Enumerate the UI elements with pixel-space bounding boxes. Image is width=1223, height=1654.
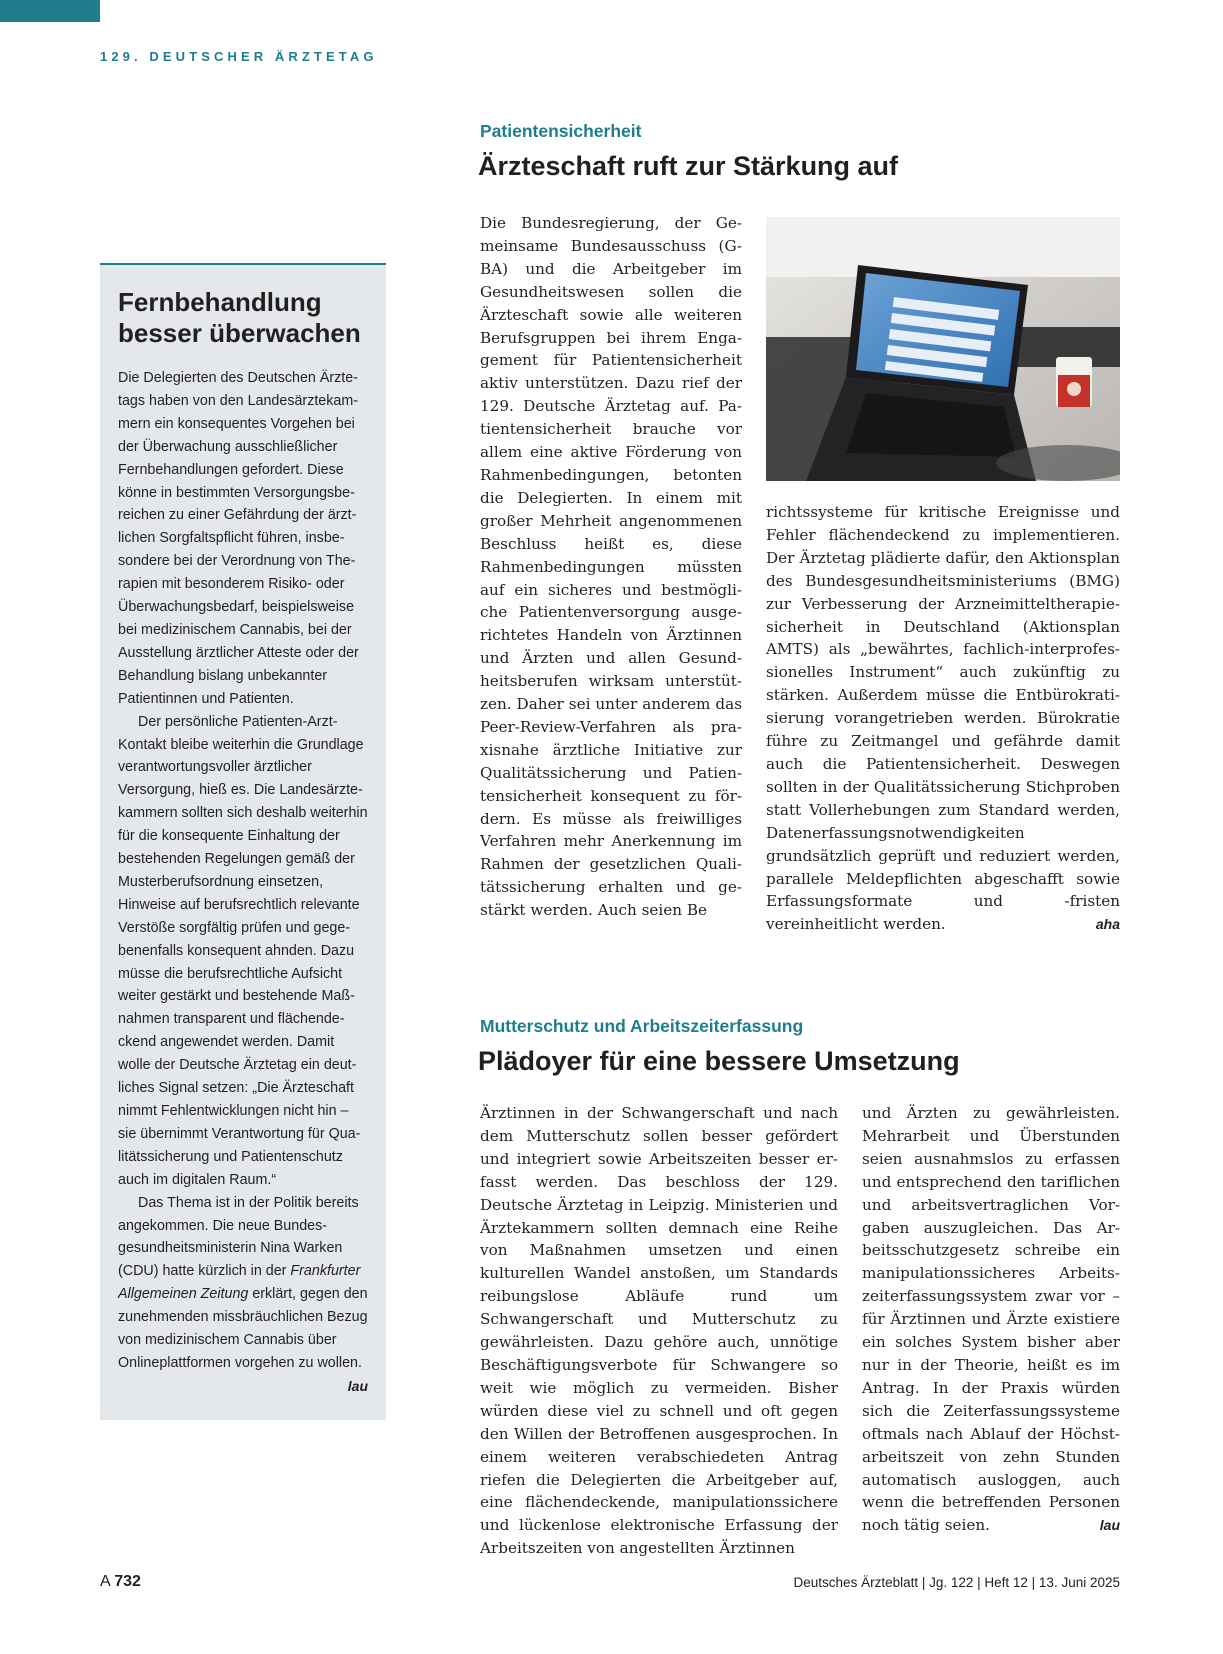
sidebar-title-line2: besser überwachen	[118, 318, 361, 348]
laptop-photo-illustration	[766, 217, 1120, 481]
sidebar-body	[118, 367, 368, 1394]
article1-text-2-body: richtssysteme für kritische Ereignisse und Fehler flächendeckend zu implementieren. Der Ärztetag plädierte dafür, den Aktionsplan des Bundesgesundheitsministeriums (BMG) zur Verbesserung der Arzneimitteltherapiesicherheit in Deutschland (Aktionsplan AMTS) als „bewährtes, fachlich-interprofessionelles Instrument“ auch zukünftig zu stärken. Außerdem müsse die Entbürokratisierung vorangetrieben werden. Bürokratie führe zu Zeitmangel und gefährde damit auch die Patientensicherheit. Deswegen sollten in der Qualitätssicherung Stichproben statt Vollerhebungen zum Standard werden, Datenerfassungsnotwendigkeiten grundsätzlich geprüft und reduziert werden, parallele Meldepflichten abgeschafft sowie Erfassungsformate und -fristen vereinheitlicht werden.	[766, 503, 1120, 934]
sidebar-p3-text-end: erklärt, gegen den zunehmenden missbräuchlichen Bezug von medizinischem Cannabis über Onlineplattformen vorgehen zu wollen.	[118, 1286, 368, 1371]
article2-text-2	[862, 1102, 1120, 1537]
article1-kicker: Patientensicherheit	[480, 121, 642, 141]
author-signoff: lau	[347, 1377, 368, 1394]
article2-headline: Plädoyer für eine bessere Umsetzung	[478, 1046, 960, 1076]
article2-text-2-body: und Ärzten zu gewährleisten. Mehrarbeit und Überstunden seien ausnahmslos zu erfassen und entsprechend den tariflichen und arbeitsvertraglichen Vorgaben auszugleichen. Das Arbeitsschutzgesetz schreibe ein manipulationssicheres Arbeitszeiterfassungssystem zwar vor – für Ärztinnen und Ärzte existiere ein solches System bisher aber nur in der Theorie, heißt es im Antrag. In der Praxis würden sich die Zeiterfassungssysteme oftmals nach Ablauf der Höchstarbeitszeit von zehn Stunden automatisch ausloggen, auch wenn die betreffenden Personen noch tätig seien.	[862, 1104, 1120, 1535]
running-head: 129. DEUTSCHER ÄRZTETAG	[100, 49, 378, 64]
article1-text-2	[766, 501, 1120, 936]
page-number-value: 732	[114, 1573, 141, 1590]
sidebar-paragraph-1: Die Delegierten des Deutschen Ärztetags haben von den Landesärztekammern ein konsequentes Vorgehen bei der Überwachung ausschließlicher Fernbehandlungen gefordert. Diese könne in bestimmten Versorgungsbereichen zu einer Gefährdung der ärztlichen Sorgfaltspflicht führen, insbesondere bei der Verordnung von Therapien mit besonderem Risiko- oder Überwachungsbedarf, beispielsweise bei medizinischem Cannabis, bei der Ausstellung ärztlicher Atteste oder der Behandlung bislang unbekannter Patientinnen und Patienten.	[118, 370, 359, 707]
article1-column-2	[766, 501, 1120, 936]
sidebar-title	[118, 287, 368, 349]
newspaper-name: Frankfurter Allgemeinen Zeitung	[118, 1263, 361, 1303]
article2-column-2	[862, 1102, 1120, 1537]
article2-column-1	[480, 1102, 838, 1560]
laptop-photo	[766, 217, 1120, 481]
article1-headline: Ärzteschaft ruft zur Stärkung auf	[478, 151, 899, 181]
author-signoff: aha	[1095, 916, 1120, 933]
article1-column-1	[480, 212, 742, 922]
article1-text-1: Die Bundesregierung, der Gemeinsame Bundesausschuss (G-BA) und die Arbeitgeber im Gesundheitswesen sollen die Ärzteschaft sowie alle weiteren Berufsgruppen bei ihrem Engagement für Patientensicherheit aktiv unterstützen. Dazu rief der 129. Deutsche Ärztetag auf. Patientensicherheit brauche vor allem eine aktive Förderung von Rahmenbedingungen, betonten die Delegierten. In einem mit großer Mehrheit angenommenen Beschluss heißt es, diese Rahmenbedingungen müssten auf ein sicheres und bestmögliche Patientenversorgung ausgerichtetes Handeln von Ärztinnen und Ärzten und allen Gesundheitsberufen wirksam unterstützen. Daher sei unter anderem das Peer-Review-Verfahren als praxisnahe ärztliche Initiative zur Qualitätssicherung und Patientensicherheit konsequent zu fördern. Es müsse als freiwilliges Verfahren mehr Anerkennung im Rahmen der gesetzlichen Qualitätssicherung erhalten und gestärkt werden. Auch seien Be	[480, 214, 742, 920]
article2-kicker: Mutterschutz und Arbeitszeiterfassung	[480, 1016, 804, 1036]
sidebar-title-line1: Fernbehandlung	[118, 287, 322, 317]
accent-bar	[0, 0, 100, 22]
sidebar-p3-text: Das Thema ist in der Politik bereits angekommen. Die neue Bundesgesundheitsministerin Nina Warken (CDU) hatte kürzlich in der	[118, 1194, 359, 1280]
sidebar-paragraph-3	[118, 1192, 368, 1394]
author-signoff: lau	[1099, 1517, 1120, 1534]
publication-citation: Deutsches Ärzteblatt | Jg. 122 | Heft 12 | 13. Juni 2025	[793, 1575, 1120, 1590]
article2-text-1: Ärztinnen in der Schwangerschaft und nach dem Mutterschutz sollen besser gefördert und integriert sowie Arbeitszeiten besser erfasst werden. Das beschloss der 129. Deutsche Ärztetag in Leipzig. Ministerien und Ärztekammern sollten demnach eine Reihe von Maßnahmen umsetzen und einen kulturellen Wandel anstoßen, um Standards reibungslose Abläufe rund um Schwangerschaft und Mutterschutz zu gewährleisten. Dazu gehöre auch, unnötige Beschäftigungsverbote für Schwangere so weit wie möglich zu vermeiden. Bisher würden diese viel zu schnell und oft gegen den Willen der Betroffenen ausgesprochen. In einem weiteren verabschiedeten Antrag riefen die Delegierten die Arbeitgeber auf, eine flächendeckende, manipulationssichere und lückenlose elektronische Erfassung der Arbeitszeiten von angestellten Ärztinnen	[480, 1104, 838, 1558]
page-number	[100, 1573, 141, 1591]
page-prefix: A	[100, 1573, 110, 1590]
sidebar-box	[100, 263, 386, 1420]
sidebar-paragraph-2: Der persönliche Patienten-Arzt-Kontakt bleibe weiterhin die Grundlage verantwortungsvoller ärztlicher Versorgung, hieß es. Die Landesärztekammern sollten sich deshalb weiterhin für die konsequente Einhaltung der bestehenden Regelungen gemäß der Musterberufsordnung einsetzen, Hinweise auf berufsrechtlich relevante Verstöße sorgfältig prüfen und gegebenenfalls konsequent ahnden. Dazu müsse die berufsrechtliche Aufsicht weiter gestärkt und bestehende Maßnahmen transparent und flächendeckend angewendet werden. Damit wolle der Deutsche Ärztetag ein deutliches Signal setzen: „Die Ärzteschaft nimmt Fehlentwicklungen nicht hin – sie übernimmt Verantwortung für Qualitätssicherung und Patientenschutz auch im digitalen Raum.“	[118, 713, 368, 1188]
